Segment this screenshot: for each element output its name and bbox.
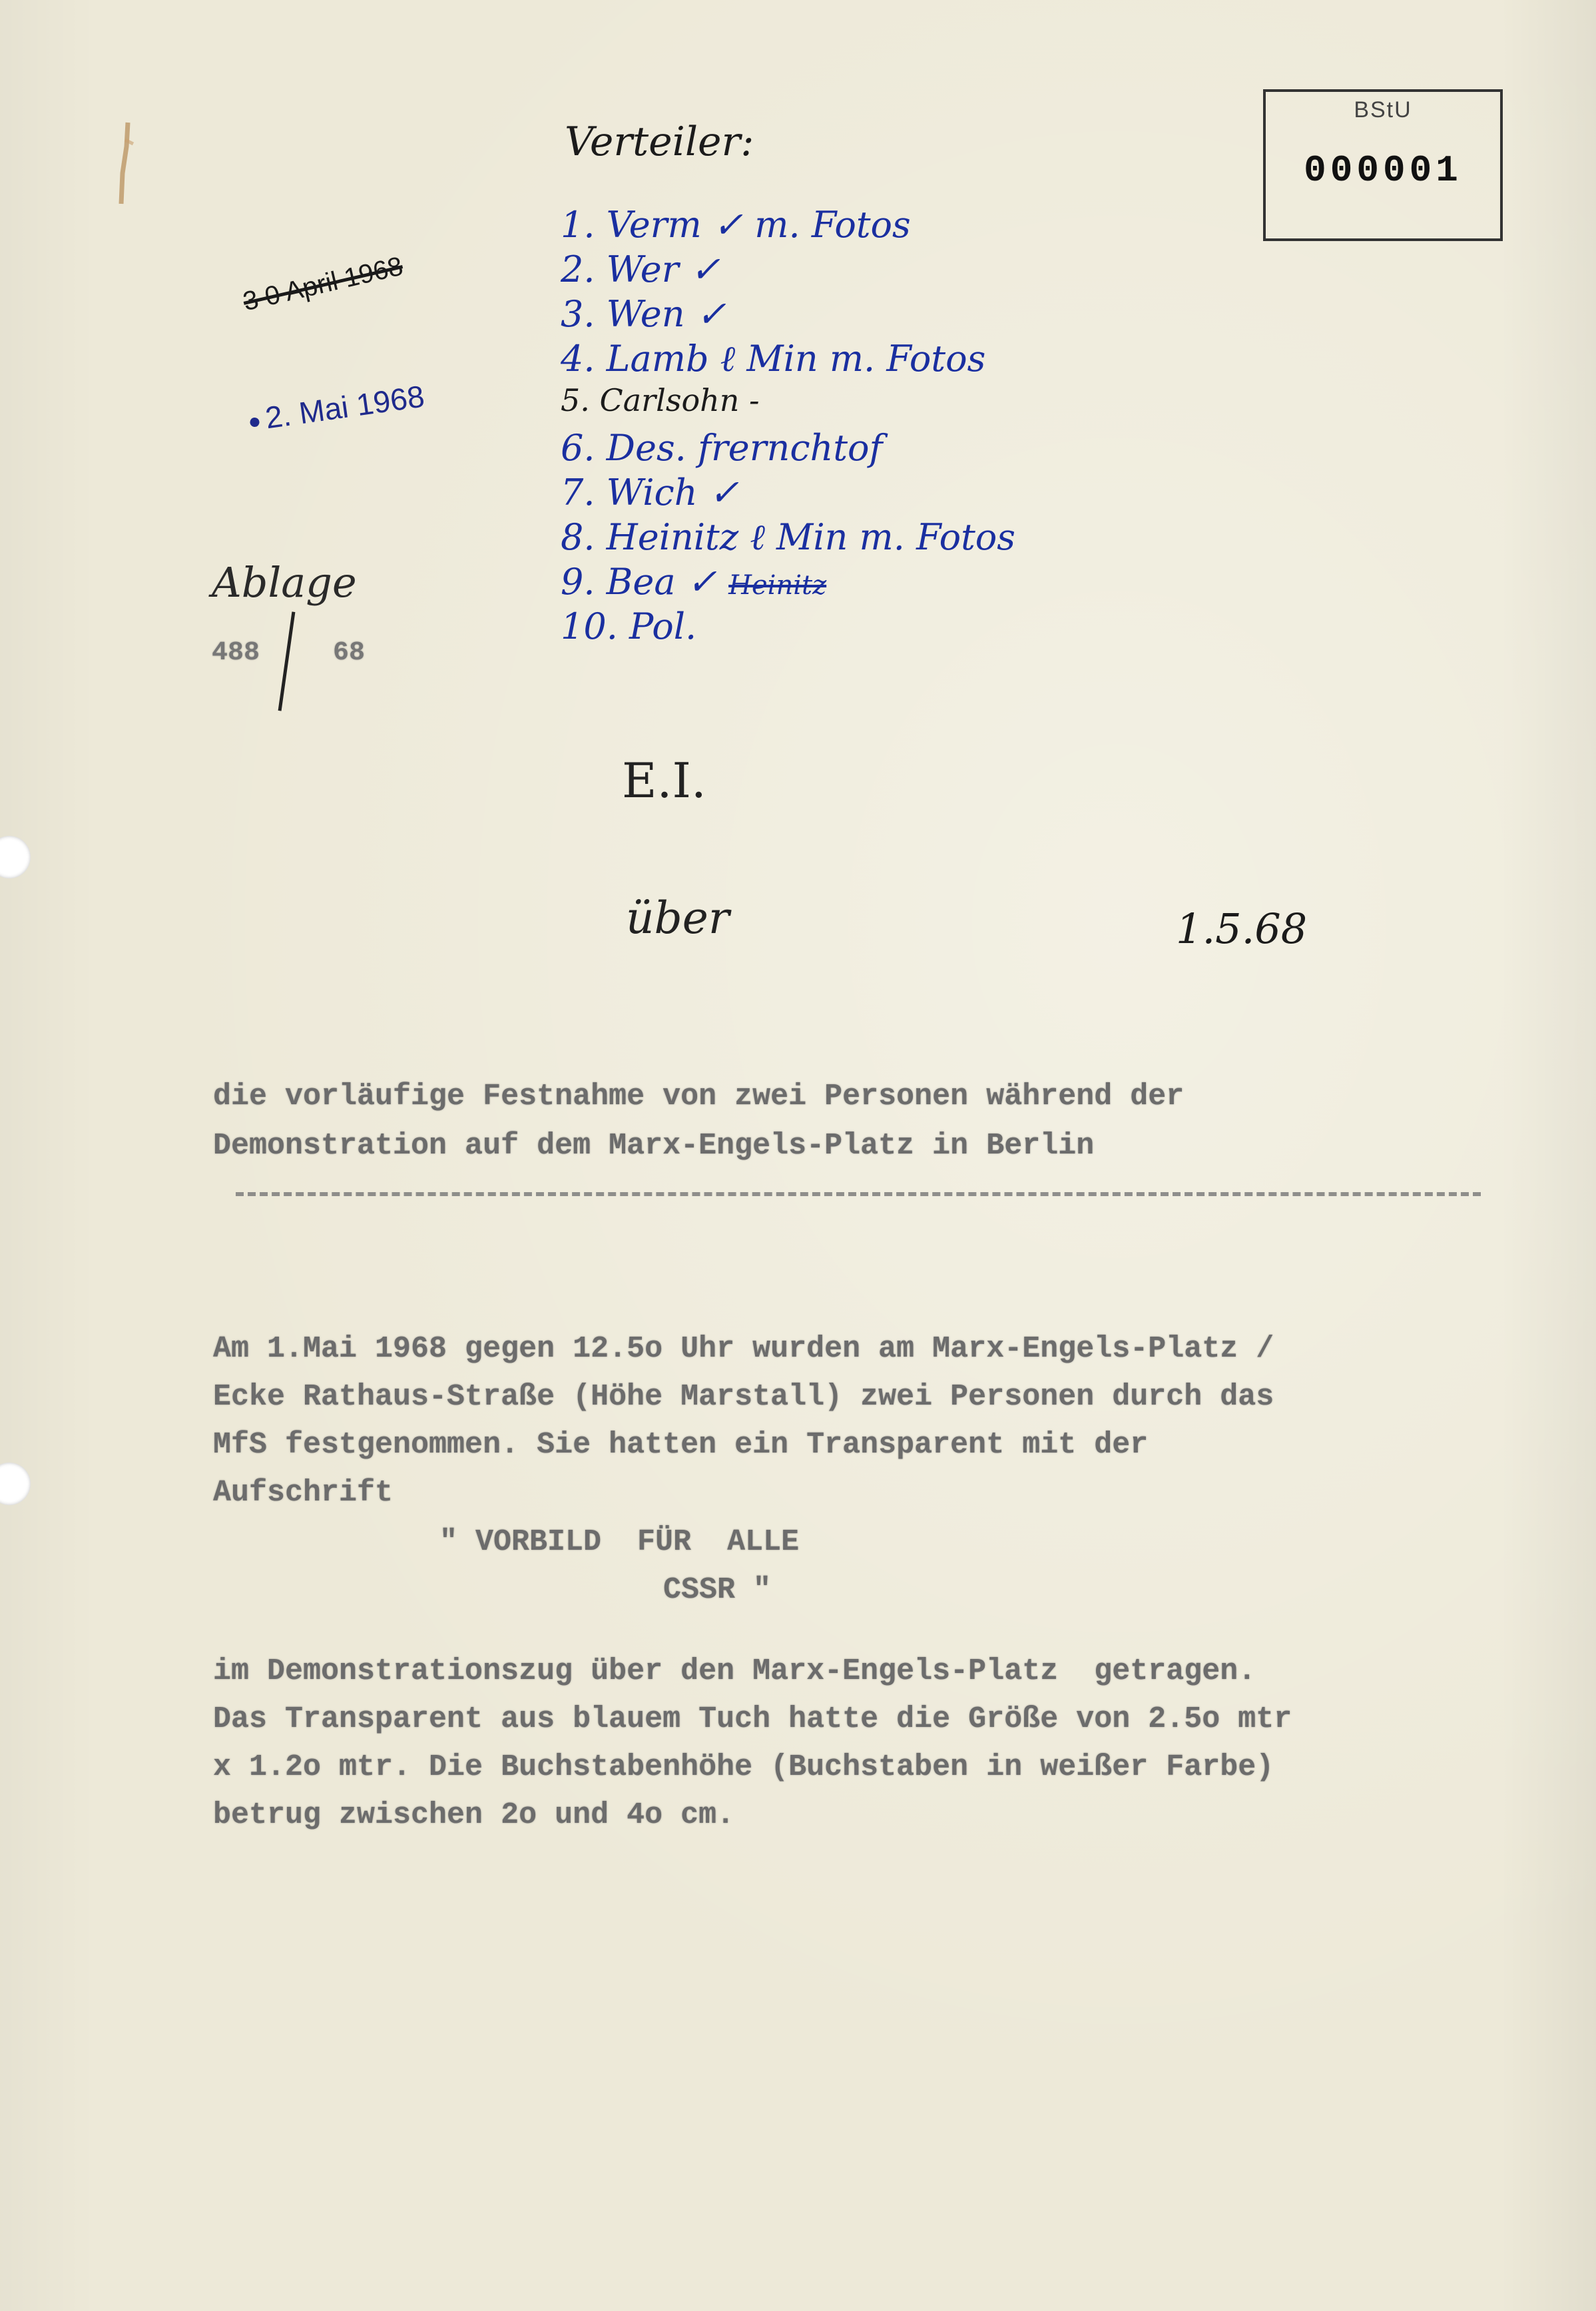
handwritten-date: 1.5.68 xyxy=(1176,904,1308,953)
stamp-dot-icon xyxy=(250,417,260,428)
punch-hole-bottom xyxy=(0,1463,31,1505)
distribution-item: 7. Wich ✓ xyxy=(561,472,739,513)
bstu-page-number: 000001 xyxy=(1304,149,1462,192)
crossed-out-date-stamp: 3 0 April 1968 xyxy=(240,251,406,317)
distribution-item: 4. Lamb ℓ Min m. Fotos xyxy=(561,338,986,380)
punch-hole-top xyxy=(0,836,31,878)
distribution-item: 1. Verm ✓ m. Fotos xyxy=(561,204,911,246)
body-paragraph-1: Am 1.Mai 1968 gegen 12.5o Uhr wurden am Marx-Engels-Platz / Ecke Rathaus-Straße (Höhe Marstall) zwei Personen durch das MfS festgenommen. Sie hatten ein Transparent mit der Aufschrift xyxy=(213,1332,1274,1510)
banner-text-line-1: " VORBILD FÜR ALLE xyxy=(439,1525,800,1559)
distribution-item: 3. Wen ✓ xyxy=(561,293,726,335)
subject-line-1: die vorläufige Festnahme von zwei Personen während der xyxy=(213,1080,1185,1114)
bstu-archive-stamp xyxy=(1263,89,1503,241)
document-type: E.I. xyxy=(622,753,706,809)
distribution-item xyxy=(561,561,1015,605)
ueber-label: über xyxy=(626,892,730,944)
distribution-item: 5. Carlsohn - xyxy=(561,382,760,418)
distribution-item: 10. Pol. xyxy=(561,605,697,647)
date-stamp-text: 2. Mai 1968 xyxy=(263,378,427,436)
distribution-item: 6. Des. frernchtof xyxy=(561,427,883,469)
distribution-item: 2. Wer ✓ xyxy=(561,248,720,290)
distribution-item-text: 9. Bea ✓ xyxy=(561,561,717,603)
struck-name: Heinitz xyxy=(728,570,827,601)
subject-line-2: Demonstration auf dem Marx-Engels-Platz in Berlin xyxy=(213,1129,1095,1163)
filing-slash xyxy=(278,611,296,711)
filing-number-right: 68 xyxy=(333,638,366,668)
body-paragraph-2: im Demonstrationszug über den Marx-Engels-Platz getragen. Das Transparent aus blauem Tuch hatte die Größe von 2.5o mtr x 1.2o mtr. Die Buchstabenhöhe (Buchstaben in weißer Farbe) betrug zwischen 2o und 4o cm. xyxy=(213,1654,1292,1832)
distribution-item: 8. Heinitz ℓ Min m. Fotos xyxy=(561,516,1016,558)
date-stamp xyxy=(247,378,426,438)
filing-label: Ablage xyxy=(212,558,357,607)
staple-rust-mark xyxy=(113,120,140,206)
bstu-label: BStU xyxy=(1354,97,1412,123)
banner-text-line-2: CSSR " xyxy=(663,1573,772,1607)
distribution-title: Verteiler: xyxy=(565,119,754,165)
distribution-list xyxy=(561,204,1015,650)
subject-underline xyxy=(236,1192,1481,1196)
subject-text xyxy=(213,1072,1184,1171)
filing-number-left: 488 xyxy=(212,638,260,668)
